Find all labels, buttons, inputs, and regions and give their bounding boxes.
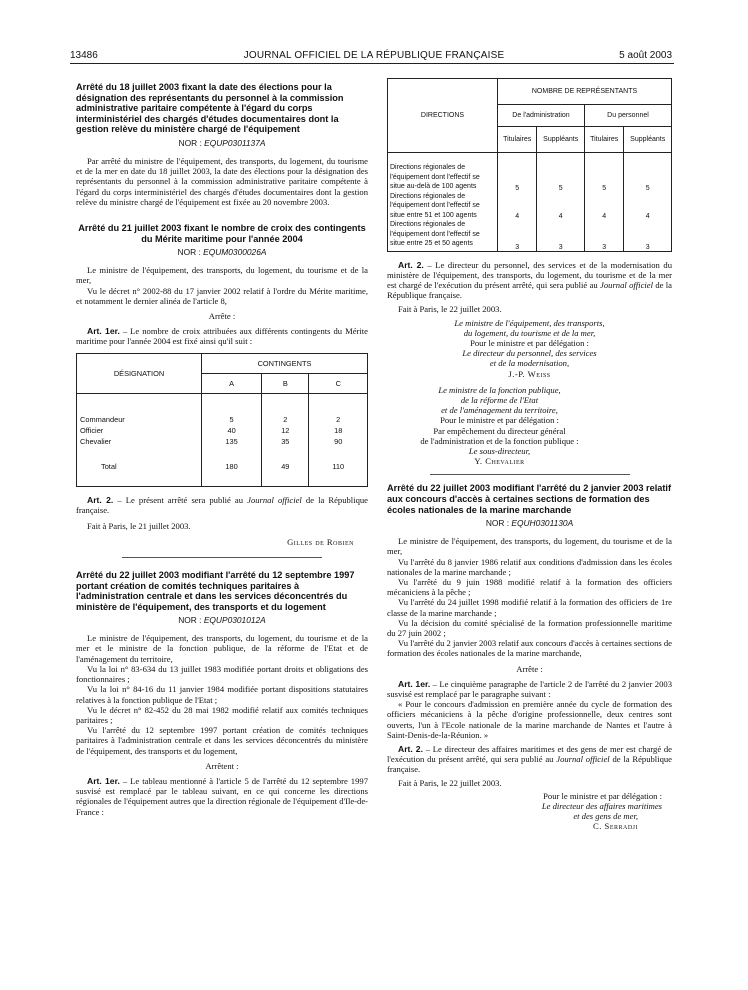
article-3-signature-1: Le ministre de l'équipement, des transports, du logement, du tourisme et de la mer, Pour le ministre et par délégation : Le directeur du personnel, des services et de la modernisation, J.-P. Weiss (454, 317, 605, 379)
table-total-row: Total 180 49 110 (77, 447, 368, 487)
article-2-p2: Vu le décret n° 2002-88 du 17 janvier 2002 relatif à l'ordre du Mérite maritime, et notamment le dernier alinéa de l'article 8, (76, 285, 368, 306)
article-4: Arrêté du 22 juillet 2003 modifiant l'arrêté du 2 janvier 2003 relatif aux concours d'accès à certaines sections de formation des écoles nationales de la marine marchande NOR : EQUH0301130A Le ministre de l'équipement, des transports, du logement, du tourisme et de la mer, Vu l'arrêté du 8 janvier 1986 relatif aux conditions d'admission dans les écoles nationales de la marine marchande ; Vu l'arrêté du 9 juin 1988 modifié relatif à la formation des officiers mécaniciens à la pêche ; Vu l'arrêté du 24 juillet 1998 modifié relatif à la formation des officiers de 1re classe de la marine marchande ; Vu la décision du comité spécialisé de la formation professionnelle maritime du 27 juin 2002 ; Vu l'arrêté du 2 janvier 2003 relatif aux concours d'accès à certaines sections de formation des écoles nationales de la marine marchande, Arrête : Art. 1er. – Le cinquième paragraphe de l'article 2 de l'arrêté du 2 janvier 2003 susvisé est remplacé par le paragraphe suivant : « Pour le concours d'admission en première année du cycle de formation des officiers mécaniciens à la pêche d'origine professionnelle, deux centres sont ouverts, l'un à l'Ecole nationale de la marine marchande de Nantes et l'autre à Saint-Denis-de-la-Réunion. » Art. 2. – Le directeur des affaires maritimes et des gens de mer est chargé de l'exécution du présent arrêté, qui sera publié au Journal officiel de la République française. Fait à Paris, le 22 juillet 2003. Pour le ministre et par délégation : Le directeur des affaires maritimes et des gens de mer, C. Serradji (387, 483, 672, 832)
article-3-fait: Fait à Paris, le 22 juillet 2003. (398, 304, 502, 315)
page-header (0, 50, 748, 64)
table-row: Commandeur Officier Chevalier 5 40 135 2 12 35 2 18 90 (77, 393, 368, 447)
article-1 (76, 82, 368, 207)
article-4-signature: Pour le ministre et par délégation : Le directeur des affaires maritimes et des gens de mer, C. Serradji (541, 790, 662, 832)
article-4-title: Arrêté du 22 juillet 2003 modifiant l'arrêté du 2 janvier 2003 relatif aux concours d'accès à certaines sections de formation des écoles nationales de la marine marchande (387, 483, 672, 515)
separator (122, 557, 322, 558)
contingents-header: CONTINGENTS (202, 353, 368, 373)
article-4-fait: Fait à Paris, le 22 juillet 2003. (398, 777, 502, 788)
table-row: Directions régionales de l'équipement dont l'effectif se situe entre 25 et 50 agents 3 3 3 3 (388, 220, 672, 251)
article-3-art1: Art. 1er. – Le tableau mentionné à l'article 5 de l'arrêté du 12 septembre 1997 susvisé est remplacé par le tableau suivant, en ce qui concerne les directions régionales de l'équipement autres que la direction régionale de l'équipement d'Ile-de-France : (76, 775, 368, 817)
issue-date: 5 août 2003 (619, 50, 672, 61)
article-2-fait: Fait à Paris, le 21 juillet 2003. (87, 520, 191, 531)
contingents-table: DÉSIGNATION CONTINGENTS A B C Commandeur Officier Chevalier 5 40 135 2 12 35 2 18 90 Total 180 49 110 (76, 353, 368, 488)
article-2-signature: Gilles de Robien (287, 536, 354, 547)
article-1-body: Par arrêté du ministre de l'équipement, des transports, du logement, du tourisme et de la mer en date du 18 juillet 2003, la date des élections pour la désignation des représentants du personnel à la commission administrative paritaire compétente à l'égard du corps interministériel des chargés d'études documentaires dont la gestion relève du ministre chargé de l'équipement est fixée au 20 novembre 2003. (76, 155, 368, 207)
table-row: Directions régionales de l'équipement dont l'effectif se situe au-delà de 100 agents 5 5 5 5 (388, 153, 672, 192)
article-3: Arrêté du 22 juillet 2003 modifiant l'arrêté du 12 septembre 1997 portant création de comités techniques paritaires à l'administration centrale et dans les services déconcentrés du ministère de l'équipement, des transports et du logement NOR : EQUP0301012A Le ministre de l'équipement, des transports, du logement, du tourisme et de la mer et le ministre de la fonction publique, de la réforme de l'Etat et de l'aménagement du territoire, Vu la loi n° 83-634 du 13 juillet 1983 modifiée portant droits et obligations des fonctionnaires ; Vu la loi n° 84-16 du 11 janvier 1984 modifiée portant dispositions statutaires relatives à la fonction publique de l'Etat ; Vu le décret n° 82-452 du 28 mai 1982 modifié relatif aux comités techniques paritaires ; Vu l'arrêté du 12 septembre 1997 portant création de comités techniques paritaires à l'administration centrale et dans les services déconcentrés du ministère de l'équipement, des transports et du logement, Arrêtent : Art. 1er. – Le tableau mentionné à l'article 5 de l'arrêté du 12 septembre 1997 susvisé est remplacé par le tableau suivant, en ce qui concerne les directions régionales de l'équipement autres que la direction régionale de l'équipement d'Ile-de-France : (76, 569, 368, 817)
article-4-nor: NOR : EQUH0301130A (485, 518, 574, 529)
left-column (76, 82, 368, 817)
article-2-art2: Art. 2. – Le présent arrêté sera publié au Journal officiel de la République française. (76, 495, 368, 516)
article-2 (76, 223, 368, 547)
article-4-art2: Art. 2. – Le directeur des affaires maritimes et des gens de mer est chargé de l'exécution du présent arrêté, qui sera publié au Journal officiel de la République française. (387, 744, 672, 775)
article-3-title: Arrêté du 22 juillet 2003 modifiant l'arrêté du 12 septembre 1997 portant création de comités techniques paritaires à l'administration centrale et dans les services déconcentrés du ministère de l'équipement, des transports et du logement (76, 569, 355, 612)
article-1-nor: NOR : EQUP0301137A (178, 137, 266, 148)
header-rule (70, 63, 674, 64)
designation-header: DÉSIGNATION (77, 353, 202, 393)
article-3-signature-2: Le ministre de la fonction publique, de la réforme de l'Etat et de l'aménagement du territoire, Pour le ministre et par délégation : Par empêchement du directeur général de l'administration et de la fonction publique : Le sous-directeur, Y. Chevalier (420, 384, 579, 467)
article-2-arrete: Arrête : (208, 310, 236, 321)
article-2-p1: Le ministre de l'équipement, des transports, du logement, du tourisme et de la mer, (76, 265, 368, 286)
representants-table: DIRECTIONS NOMBRE DE REPRÉSENTANTS De l'administration Du personnel Titulaires Suppléants Titulaires Suppléants Directions régionales de l'équipement dont l'effectif se situe au-delà de 100 agents 5 5 5 5 Directions régionales de l'équipement dont l'effectif se situe entre 51 et 100 agents 4 4 4 4 Directions régionales de l'équipement dont l'effectif se situe entre 25 et 50 agents 3 3 3 3 (387, 78, 672, 252)
article-1-title: Arrêté du 18 juillet 2003 fixant la date des élections pour la désignation des représentants du personnel à la commission administrative paritaire compétente à l'égard du corps interministériel des chargés d'études documentaires dont la gestion relève du ministère chargé de l'équipement (76, 82, 344, 135)
article-4-quote: « Pour le concours d'admission en première année du cycle de formation des officiers mécaniciens à la pêche d'origine professionnelle, deux centres sont ouverts, l'un à l'Ecole nationale de la marine marchande de Nantes et l'autre à Saint-Denis-de-la-Réunion. » (387, 699, 672, 740)
article-3-art2: Art. 2. – Le directeur du personnel, des services et de la modernisation du ministère de l'équipement, des transports, du logement, du tourisme et de la mer est chargé de l'exécution du présent arrêté, qui sera publié au Journal officiel de la République française. (387, 259, 672, 301)
article-2-nor: NOR : EQUM0300026A (177, 247, 267, 258)
article-3-nor: NOR : EQUP0301012A (178, 615, 266, 626)
article-2-title: Arrêté du 21 juillet 2003 fixant le nombre de croix des contingents du Mérite maritime pour l'année 2004 (78, 222, 366, 244)
article-4-art1: Art. 1er. – Le cinquième paragraphe de l'article 2 de l'arrêté du 2 janvier 2003 susvisé est remplacé par le paragraphe suivant : (387, 678, 672, 699)
table-row: Directions régionales de l'équipement dont l'effectif se situe entre 51 et 100 agents 4 4 4 4 (388, 192, 672, 221)
right-column (387, 78, 672, 832)
separator (430, 474, 630, 475)
article-2-art1: Art. 1er. – Le nombre de croix attribuées aux différents contingents du Mérite maritime pour l'année 2004 est fixé ainsi qu'il suit : (76, 326, 368, 347)
page-number: 13486 (70, 50, 98, 61)
journal-title: JOURNAL OFFICIEL DE LA RÉPUBLIQUE FRANÇAISE (243, 50, 505, 61)
